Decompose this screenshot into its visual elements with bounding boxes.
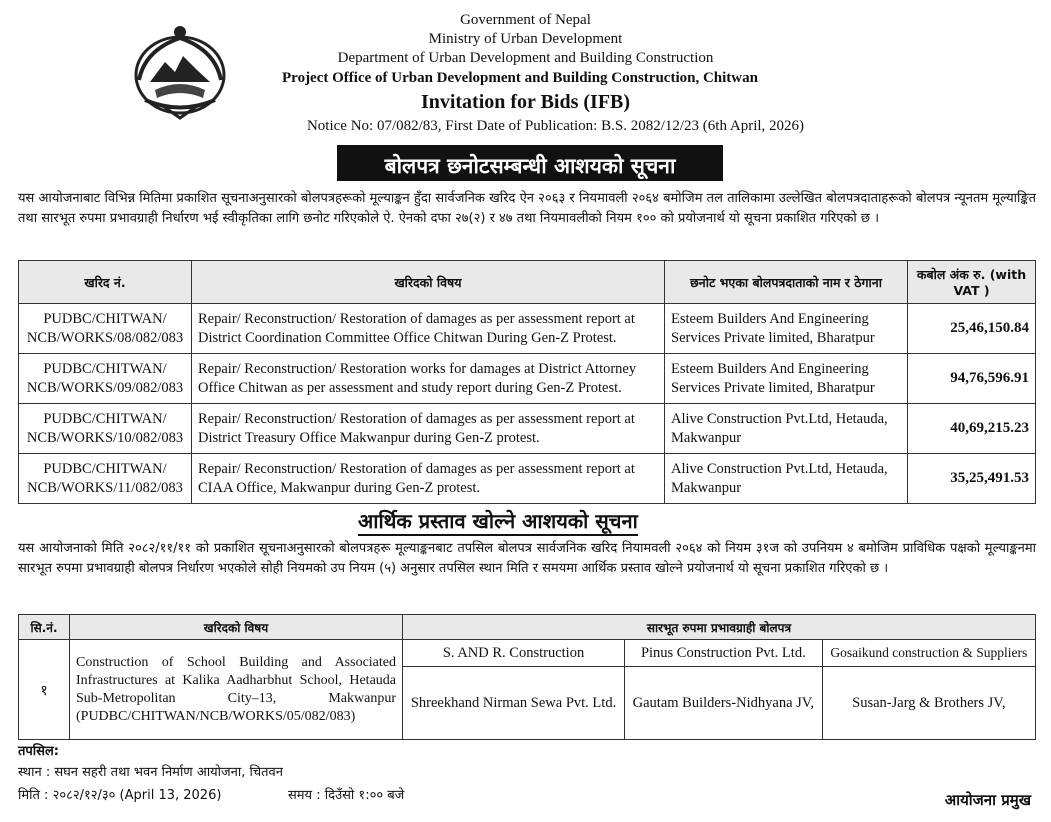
- cell-bidder: Pinus Construction Pvt. Ltd.: [625, 640, 823, 667]
- cell-no: PUDBC/CHITWAN/ NCB/WORKS/08/082/083: [19, 304, 192, 354]
- cell-bidder: Shreekhand Nirman Sewa Pvt. Ltd.: [403, 667, 625, 740]
- cell-bidder: Alive Construction Pvt.Ltd, Hetauda, Makwanpur: [665, 404, 908, 454]
- cell-amount: 35,25,491.53: [908, 454, 1036, 504]
- cell-bidder: Alive Construction Pvt.Ltd, Hetauda, Makwanpur: [665, 454, 908, 504]
- column-header-responsive-bids: सारभूत रुपमा प्रभावग्राही बोलपत्र: [403, 615, 1036, 640]
- footer-date: मिति : २०८२/१२/३० (April 13, 2026): [18, 788, 222, 803]
- table-row: [19, 454, 1036, 504]
- cell-bidder: S. AND R. Construction: [403, 640, 625, 667]
- footer-place: स्थान : सघन सहरी तथा भवन निर्माण आयोजना, चितवन: [18, 765, 284, 780]
- cell-bidder: Gautam Builders-Nidhyana JV,: [625, 667, 823, 740]
- table-row: [19, 354, 1036, 404]
- cell-amount: 40,69,215.23: [908, 404, 1036, 454]
- cell-subject: Repair/ Reconstruction/ Restoration of damages as per assessment report at CIAA Office, Makwanpur during Gen-Z protest.: [192, 454, 665, 504]
- notice-line: Notice No: 07/082/83, First Date of Publication: B.S. 2082/12/23 (6th April, 2026): [306, 118, 805, 134]
- cell-subject: Repair/ Reconstruction/ Restoration of damages as per assessment report at District Coordination Committee Office Chitwan During Gen-Z Protest.: [192, 304, 665, 354]
- cell-no: PUDBC/CHITWAN/ NCB/WORKS/11/082/083: [19, 454, 192, 504]
- cell-subject: Repair/ Reconstruction/ Restoration of damages as per assessment report at District Treasury Office Makwanpur during Gen-Z protest.: [192, 404, 665, 454]
- cell-subject: Repair/ Reconstruction/ Restoration works for damages at District Attorney Office Chitwan as per assessment and study report during Gen-Z Protest.: [192, 354, 665, 404]
- selection-table: [18, 260, 1036, 504]
- banner-heading: बोलपत्र छनोटसम्बन्धी आशयको सूचना: [337, 145, 723, 181]
- column-header-subject: खरिदको विषय: [70, 615, 403, 640]
- table-row: [19, 404, 1036, 454]
- column-header-no: खरिद नं.: [19, 261, 192, 304]
- cell-amount: 25,46,150.84: [908, 304, 1036, 354]
- cell-bidder: Esteem Builders And Engineering Services Private limited, Bharatpur: [665, 354, 908, 404]
- table-row: [19, 640, 1036, 667]
- footer-signatory: आयोजना प्रमुख: [944, 791, 1031, 809]
- footer-label: तपसिल:: [18, 744, 59, 759]
- intro-paragraph: यस आयोजनाबाट विभिन्न मितिमा प्रकाशित सूचनाअनुसारको बोलपत्रहरूको मूल्याङ्कन हुँदा सार्वजनिक खरिद ऐन २०६३ र नियमावली २०६४ बमोजिम तल तालिकामा उल्लेखित बोलपत्रदाताहरूको बोलपत्र न्यूनतम मूल्याङ्कित तथा सारभूत रुपमा प्रभावग्राही निर्धारण भई स्वीकृतिका लागि छनोट गरिएकोले ऐ. ऐनको दफा २७(२) र ४७ तथा नियमावलीको नियम १०० को प्रयोजनार्थ यो सूचना प्रकाशित गरिएको छ ।: [18, 191, 1036, 226]
- cell-no: PUDBC/CHITWAN/ NCB/WORKS/10/082/083: [19, 404, 192, 454]
- page-title: Invitation for Bids (IFB): [420, 91, 631, 113]
- cell-sn: १: [19, 640, 70, 740]
- section2-paragraph: यस आयोजनाको मिति २०८२/११/११ को प्रकाशित सूचनाअनुसारको बोलपत्रहरू मूल्याङ्कनबाट तपसिल बोलपत्र सार्वजनिक खरिद नियामवली २०६४ को नियम ३१ज को उपनियम ४ बमोजिम प्राविधिक पक्षको मूल्याङ्कनमा सारभूत रुपमा प्रभावग्राही बोलपत्र निर्धारण भएकोले सोही नियमको उप नियम (५) अनुसार तपसिल स्थान मिति र समयमा आर्थिक प्रस्ताव खोल्ने प्रयोजनार्थ यो सूचना प्रकाशित गरिएको छ ।: [18, 541, 1036, 576]
- column-header-subject: खरिदको विषय: [192, 261, 665, 304]
- cell-subject: Construction of School Building and Associated Infrastructures at Kalika Aadharbhut School, Hetauda Sub-Metropolitan City–13, Makwanpur (PUDBC/CHITWAN/NCB/WORKS/05/082/083): [70, 640, 403, 740]
- column-header-amount: कबोल अंक रु. (with VAT ): [908, 261, 1036, 304]
- footer-time: समय : दिउँसो १:०० बजे: [288, 788, 405, 803]
- column-header-sn: सि.नं.: [19, 615, 70, 640]
- cell-bidder: Susan-Jarg & Brothers JV,: [822, 667, 1035, 740]
- header-ministry: Ministry of Urban Development: [428, 31, 623, 47]
- header-department: Department of Urban Development and Building Construction: [337, 50, 714, 66]
- column-header-bidder: छनोट भएका बोलपत्रदाताको नाम र ठेगाना: [665, 261, 908, 304]
- section2-heading: आर्थिक प्रस्ताव खोल्ने आशयको सूचना: [358, 508, 638, 536]
- cell-bidder: Gosaikund construction & Suppliers: [822, 640, 1035, 667]
- table-row: [19, 304, 1036, 354]
- financial-opening-table: [18, 614, 1036, 740]
- header-government: Government of Nepal: [460, 12, 591, 28]
- header-project-office: Project Office of Urban Development and Building Construction, Chitwan: [282, 70, 758, 86]
- cell-amount: 94,76,596.91: [908, 354, 1036, 404]
- cell-no: PUDBC/CHITWAN/ NCB/WORKS/09/082/083: [19, 354, 192, 404]
- cell-bidder: Esteem Builders And Engineering Services Private limited, Bharatpur: [665, 304, 908, 354]
